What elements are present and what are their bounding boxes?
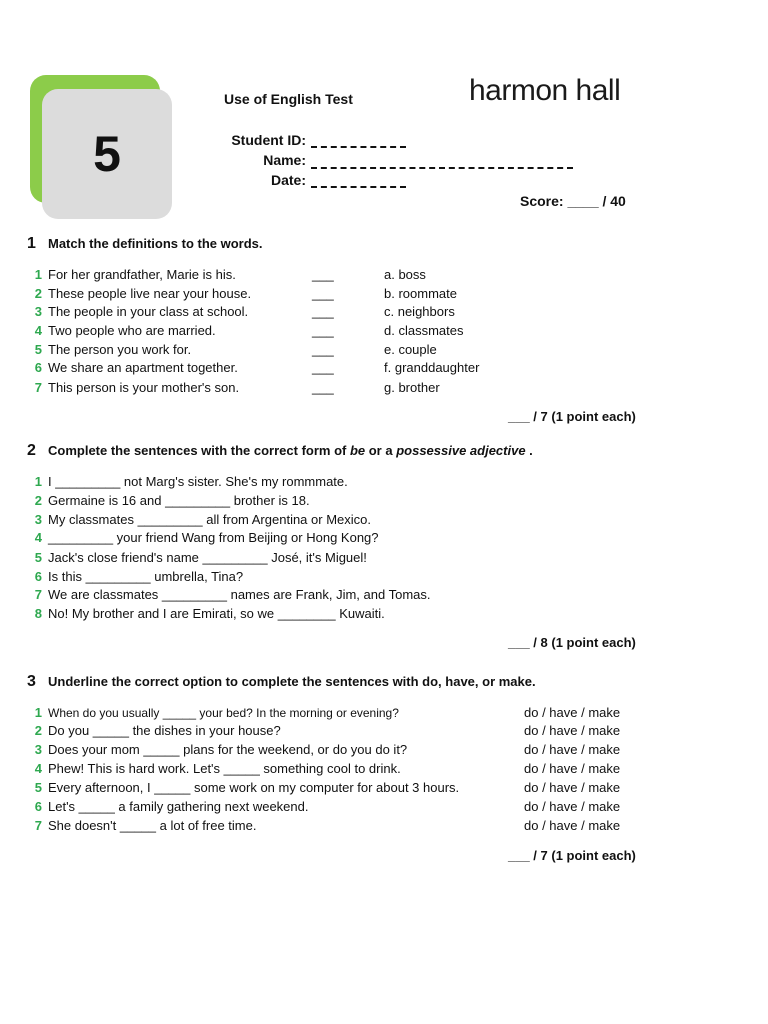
item-text: We share an apartment together. xyxy=(48,360,238,375)
match-option: b. roommate xyxy=(384,286,457,301)
title-part-be: be xyxy=(349,443,366,458)
option-choices[interactable]: do / have / make xyxy=(524,705,621,720)
item-number: 5 xyxy=(34,342,42,357)
title-part: or a xyxy=(365,443,397,458)
item-number: 8 xyxy=(34,606,42,621)
item-text[interactable]: I _________ not Marg's sister. She's my rommmate. xyxy=(48,474,348,489)
item-text: The people in your class at school. xyxy=(48,304,249,319)
answer-blank[interactable]: ___ xyxy=(312,342,334,357)
answer-blank[interactable]: ___ xyxy=(312,360,334,375)
name-field[interactable] xyxy=(311,167,573,169)
date-field[interactable] xyxy=(311,186,406,188)
section-1-points: ___ / 7 (1 point each) xyxy=(508,409,636,424)
match-option: e. couple xyxy=(384,342,437,357)
section-3-points: ___ / 7 (1 point each) xyxy=(508,848,636,863)
option-choices[interactable]: do / have / make xyxy=(524,761,621,776)
item-text[interactable]: _________ your friend Wang from Beijing or Hong Kong? xyxy=(48,530,379,545)
item-number: 4 xyxy=(34,761,42,776)
section-3-number: 3 xyxy=(27,673,36,690)
answer-blank[interactable]: ___ xyxy=(312,286,334,301)
section-2-number: 2 xyxy=(27,442,36,459)
item-text[interactable]: Is this _________ umbrella, Tina? xyxy=(48,569,244,584)
match-option: g. brother xyxy=(384,380,440,395)
answer-blank[interactable]: ___ xyxy=(312,267,334,282)
option-choices[interactable]: do / have / make xyxy=(524,799,621,814)
item-text: Let's _____ a family gathering next weekend. xyxy=(48,799,309,814)
title-part: Complete the sentences with the correct form of xyxy=(48,443,350,458)
item-number: 4 xyxy=(34,323,42,338)
item-number: 5 xyxy=(34,780,42,795)
item-number: 7 xyxy=(34,380,42,395)
answer-blank[interactable]: ___ xyxy=(312,323,334,338)
item-text: This person is your mother's son. xyxy=(48,380,240,395)
match-option: c. neighbors xyxy=(384,304,455,319)
item-number: 6 xyxy=(34,360,42,375)
item-text: Two people who are married. xyxy=(48,323,216,338)
item-text: When do you usually _____ your bed? In the morning or evening? xyxy=(48,706,399,720)
item-text: She doesn't _____ a lot of free time. xyxy=(48,818,257,833)
section-2-points: ___ / 8 (1 point each) xyxy=(508,635,636,650)
student-id-field[interactable] xyxy=(311,146,406,148)
match-option: f. granddaughter xyxy=(384,360,480,375)
answer-blank[interactable]: ___ xyxy=(312,380,334,395)
option-choices[interactable]: do / have / make xyxy=(524,818,621,833)
item-number: 2 xyxy=(34,493,42,508)
section-3-title: Underline the correct option to complete the sentences with do, have, or make. xyxy=(48,674,536,689)
item-text: Does your mom _____ plans for the weekend, or do you do it? xyxy=(48,742,408,757)
item-number: 7 xyxy=(34,587,42,602)
item-text[interactable]: Jack's close friend's name _________ José, it's Miguel! xyxy=(48,550,367,565)
answer-blank[interactable]: ___ xyxy=(312,304,334,319)
date-label: Date: xyxy=(270,172,306,188)
test-number-badge: 5 xyxy=(42,89,172,219)
item-text: For her grandfather, Marie is his. xyxy=(48,267,236,282)
item-number: 1 xyxy=(34,705,42,720)
item-text[interactable]: Germaine is 16 and _________ brother is 18. xyxy=(48,493,310,508)
item-number: 7 xyxy=(34,818,42,833)
item-text: The person you work for. xyxy=(48,342,192,357)
item-text: Every afternoon, I _____ some work on my computer for about 3 hours. xyxy=(48,780,460,795)
item-number: 2 xyxy=(34,286,42,301)
option-choices[interactable]: do / have / make xyxy=(524,780,621,795)
item-text[interactable]: We are classmates _________ names are Frank, Jim, and Tomas. xyxy=(48,587,431,602)
match-option: a. boss xyxy=(384,267,426,282)
item-number: 6 xyxy=(34,799,42,814)
item-number: 1 xyxy=(34,474,42,489)
item-number: 3 xyxy=(34,304,42,319)
section-1-number: 1 xyxy=(27,235,36,252)
item-text: Do you _____ the dishes in your house? xyxy=(48,723,281,738)
title-part-possessive: possessive adjective xyxy=(396,443,526,458)
match-option: d. classmates xyxy=(384,323,464,338)
item-text[interactable]: My classmates _________ all from Argentina or Mexico. xyxy=(48,512,371,527)
section-2-title xyxy=(48,443,533,458)
item-text[interactable]: No! My brother and I are Emirati, so we ________ Kuwaiti. xyxy=(48,606,385,621)
section-1-title: Match the definitions to the words. xyxy=(48,236,263,251)
item-text: Phew! This is hard work. Let's _____ something cool to drink. xyxy=(48,761,401,776)
brand-logo: harmon hall xyxy=(469,74,621,107)
item-number: 3 xyxy=(34,742,42,757)
item-text: These people live near your house. xyxy=(48,286,252,301)
item-number: 1 xyxy=(34,267,42,282)
title-part: . xyxy=(525,443,533,458)
total-score: Score: ____ / 40 xyxy=(520,193,626,209)
item-number: 5 xyxy=(34,550,42,565)
option-choices[interactable]: do / have / make xyxy=(524,723,621,738)
student-id-label: Student ID: xyxy=(231,132,306,148)
name-label: Name: xyxy=(263,152,306,168)
item-number: 6 xyxy=(34,569,42,584)
item-number: 4 xyxy=(34,530,42,545)
item-number: 2 xyxy=(34,723,42,738)
item-number: 3 xyxy=(34,512,42,527)
test-title: Use of English Test xyxy=(224,91,353,107)
option-choices[interactable]: do / have / make xyxy=(524,742,621,757)
